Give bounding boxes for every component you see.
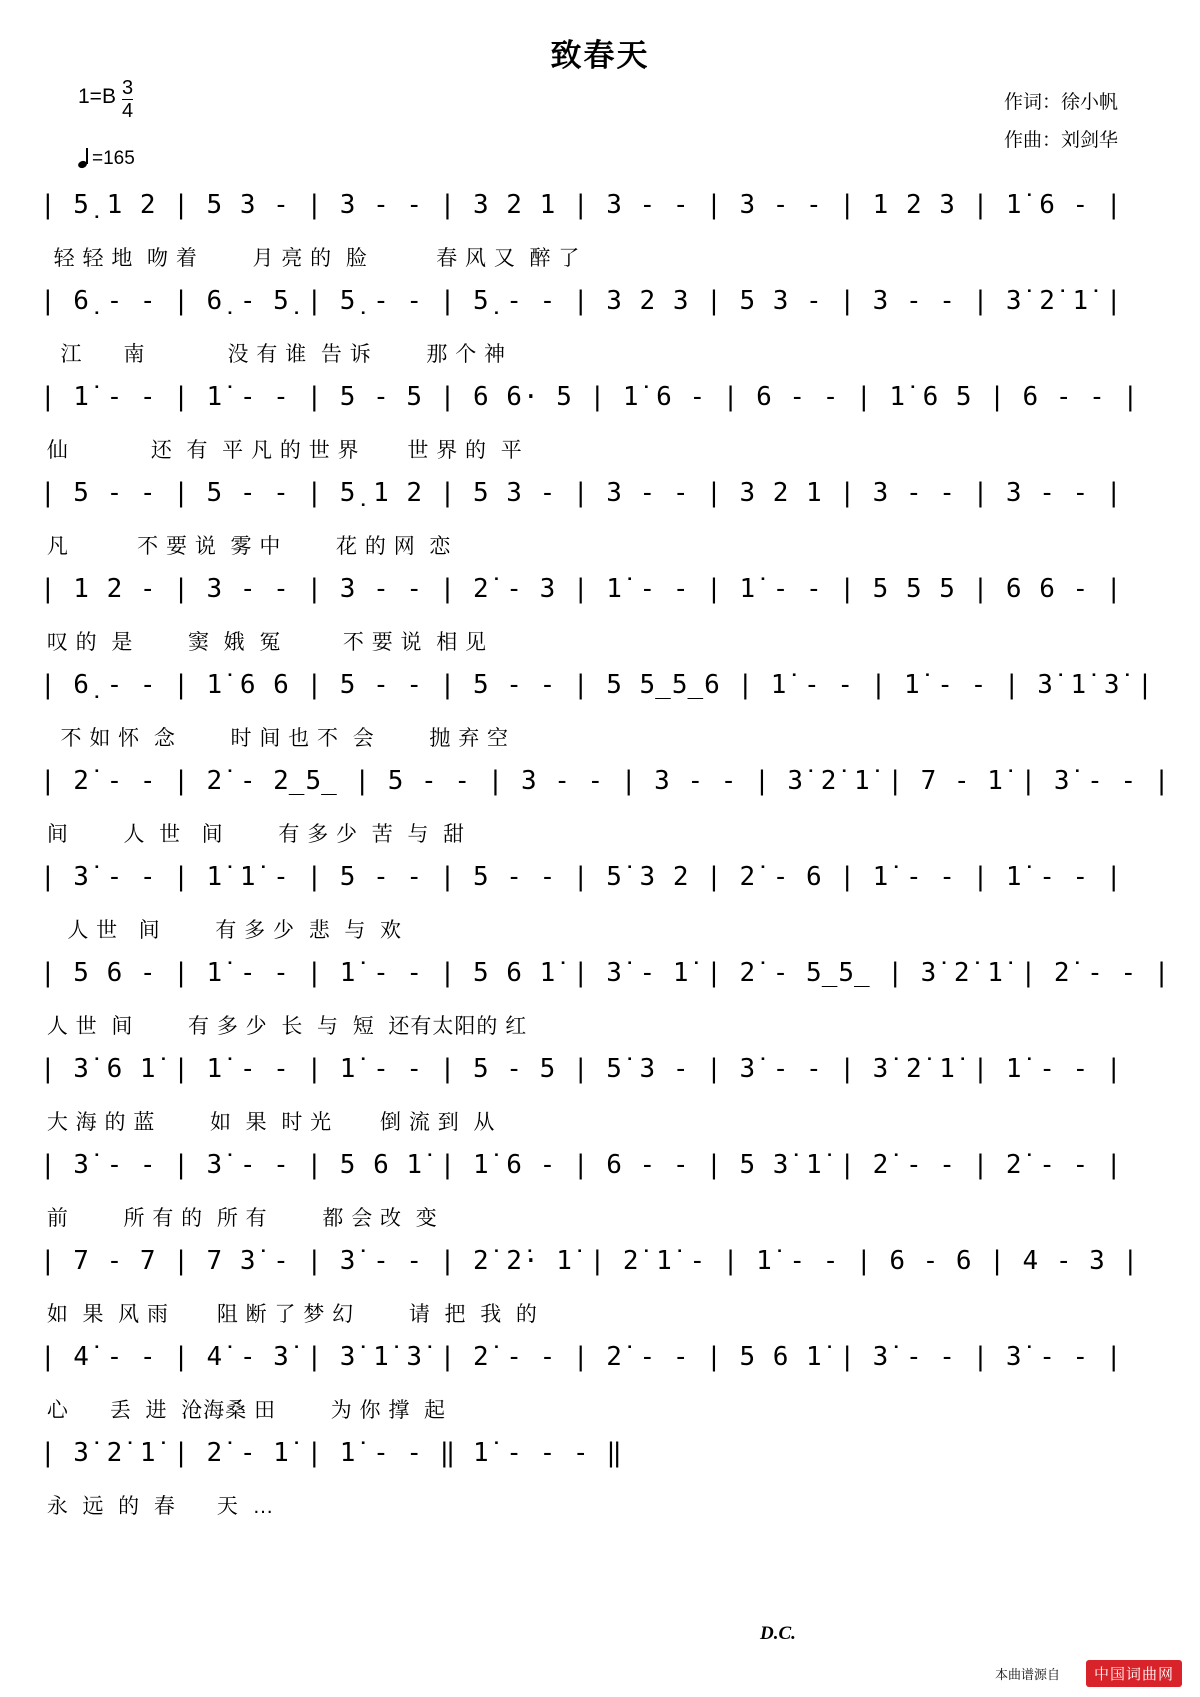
lyrics-row xyxy=(40,1298,1160,1332)
lyrics-line: 叹 的 是 窦 娥 冤 不 要 说 相 见 xyxy=(40,631,488,654)
lyrics-row xyxy=(40,530,1160,564)
lyrics-row xyxy=(40,1202,1160,1236)
composer-credit: 作曲：刘剑华 xyxy=(1003,130,1118,151)
score-system xyxy=(40,766,1171,862)
notation-line: | 2̇ - - | 2̇ - 2̲5̲ | 5 - - | 3 - - | 3 - - | 3̇ 2̇ 1̇ | 7 - 1̇ | 3̇ - - | xyxy=(40,766,1171,796)
notation-line: | 3̇ - - | 1̇ 1̇ - | 5 - - | 5 - - | 5̇ 3 2 | 2̇ - 6 | 1̇ - - | 1̇ - - | xyxy=(40,862,1123,892)
score-system xyxy=(40,478,1160,574)
lyrics-row xyxy=(40,242,1160,276)
score-body xyxy=(40,190,1171,1534)
lyrics-row xyxy=(40,914,1160,948)
notation-line: | 5 - - | 5 - - | 5̣ 1 2 | 5 3 - | 3 - - | 3 2 1 | 3 - - | 3 - - | xyxy=(40,478,1123,508)
site-badge: 中国词曲网 xyxy=(1086,1660,1182,1687)
score-system xyxy=(40,382,1160,478)
notation-line: | 3̇ - - | 3̇ - - | 5 6 1̇ | 1̇ 6 - | 6 - - | 5 3̇ 1̇ | 2̇ - - | 2̇ - - | xyxy=(40,1150,1123,1180)
notation-line: | 1 2 - | 3 - - | 3 - - | 2̇ - 3 | 1̇ - - | 1̇ - - | 5 5 5 | 6 6 - | xyxy=(40,574,1123,604)
lyrics-row xyxy=(40,722,1160,756)
time-signature-beats: 3 xyxy=(121,77,134,99)
lyricist-credit: 作词：徐小帆 xyxy=(1003,92,1118,113)
notation-row xyxy=(40,574,1160,626)
score-system xyxy=(40,862,1160,958)
key-name: 1=B xyxy=(78,85,116,108)
notation-line: | 6̣ - - | 1̇ 6 6 | 5 - - | 5 - - | 5 5̲5̲6 | 1̇ - - | 1̇ - - | 3̇ 1̇ 3̇ | xyxy=(40,670,1154,700)
page-title: 致春天 xyxy=(550,38,650,73)
time-signature xyxy=(122,78,133,122)
score-system xyxy=(40,286,1160,382)
score-system xyxy=(40,1054,1160,1150)
notation-row xyxy=(40,190,1160,242)
score-credits xyxy=(1004,84,1118,160)
lyrics-line: 人 世 间 有 多 少 长 与 短 还有太阳的 红 xyxy=(40,1015,528,1038)
notation-row xyxy=(40,382,1160,434)
lyrics-line: 江 南 没 有 谁 告 诉 那 个 神 xyxy=(40,343,507,366)
da-capo-mark: D.C. xyxy=(760,1623,796,1644)
time-signature-unit: 4 xyxy=(121,100,134,122)
tempo-value: =165 xyxy=(92,148,135,169)
notation-row xyxy=(40,1054,1160,1106)
lyrics-row xyxy=(40,626,1160,660)
notation-line: | 3̇ 6 1̇ | 1̇ - - | 1̇ - - | 5 - 5 | 5̇ 3 - | 3̇ - - | 3̇ 2̇ 1̇ | 1̇ - - | xyxy=(40,1054,1123,1084)
lyrics-row xyxy=(40,338,1160,372)
notation-row xyxy=(40,1438,1160,1490)
score-system xyxy=(40,1438,1160,1534)
lyrics-line: 心 丢 进 沧海桑 田 为 你 撑 起 xyxy=(40,1399,447,1422)
lyrics-line: 不 如 怀 念 时 间 也 不 会 抛 弃 空 xyxy=(40,727,510,750)
score-system xyxy=(40,574,1160,670)
lyrics-line: 永 远 的 春 天 … xyxy=(40,1495,275,1518)
notation-line: | 3̇ 2̇ 1̇ | 2̇ - 1̇ | 1̇ - - ‖ 1̇ - - - ‖ xyxy=(40,1438,623,1468)
lyrics-row xyxy=(40,1010,1160,1044)
lyrics-row xyxy=(40,1106,1160,1140)
notation-row xyxy=(40,1150,1160,1202)
notation-row xyxy=(40,1246,1160,1298)
lyrics-line: 前 所 有 的 所 有 都 会 改 变 xyxy=(40,1207,438,1230)
lyrics-line: 仙 还 有 平 凡 的 世 界 世 界 的 平 xyxy=(40,439,523,462)
lyrics-row xyxy=(40,1490,1160,1524)
notation-line: | 6̣ - - | 6̣ - 5̣ | 5̣ - - | 5̣ - - | 3 2 3 | 5 3 - | 3 - - | 3̇ 2̇ 1̇ | xyxy=(40,286,1123,316)
notation-row xyxy=(40,862,1160,914)
notation-line: | 1̇ - - | 1̇ - - | 5 - 5 | 6 6· 5 | 1̇ 6 - | 6 - - | 1̇ 6 5 | 6 - - | xyxy=(40,382,1140,412)
lyrics-line: 人 世 间 有 多 少 悲 与 欢 xyxy=(40,919,403,942)
notation-row xyxy=(40,478,1160,530)
notation-line: | 7 - 7 | 7 3̇ - | 3̇ - - | 2̇ 2̇· 1̇ | 2̇ 1̇ - | 1̇ - - | 6 - 6 | 4 - 3 | xyxy=(40,1246,1140,1276)
lyrics-line: 凡 不 要 说 雾 中 花 的 网 恋 xyxy=(40,535,452,558)
lyrics-line: 轻 轻 地 吻 着 月 亮 的 脸 春 风 又 醉 了 xyxy=(40,247,581,270)
score-system xyxy=(40,670,1160,766)
notation-row xyxy=(40,286,1160,338)
notation-line: | 5̣ 1 2 | 5 3 - | 3 - - | 3 2 1 | 3 - - | 3 - - | 1 2 3 | 1̇ 6 - | xyxy=(40,190,1123,220)
score-system xyxy=(40,1150,1160,1246)
score-metadata-left xyxy=(78,78,135,170)
notation-row xyxy=(40,958,1171,1010)
score-system xyxy=(40,958,1171,1054)
source-text: 本曲谱源自 xyxy=(994,1667,1060,1682)
lyrics-row xyxy=(40,434,1160,468)
tempo-marking xyxy=(78,148,135,170)
score-system xyxy=(40,1342,1160,1438)
quarter-note-icon xyxy=(78,150,90,168)
notation-line: | 4̇ - - | 4̇ - 3̇ | 3̇ 1̇ 3̇ | 2̇ - - | 2̇ - - | 5 6 1̇ | 3̇ - - | 3̇ - - | xyxy=(40,1342,1123,1372)
lyrics-row xyxy=(40,818,1160,852)
key-signature xyxy=(78,78,135,122)
notation-row xyxy=(40,1342,1160,1394)
lyrics-line: 大 海 的 蓝 如 果 时 光 倒 流 到 从 xyxy=(40,1111,496,1134)
lyrics-row xyxy=(40,1394,1160,1428)
notation-line: | 5 6 - | 1̇ - - | 1̇ - - | 5 6 1̇ | 3̇ - 1̇ | 2̇ - 5̲5̲ | 3̇ 2̇ 1̇ | 2̇ - - | xyxy=(40,958,1171,988)
lyrics-line: 间 人 世 间 有 多 少 苦 与 甜 xyxy=(40,823,466,846)
score-system xyxy=(40,1246,1160,1342)
score-system xyxy=(40,190,1160,286)
notation-row xyxy=(40,670,1160,722)
notation-row xyxy=(40,766,1171,818)
lyrics-line: 如 果 风 雨 阻 断 了 梦 幻 请 把 我 的 xyxy=(40,1303,538,1326)
